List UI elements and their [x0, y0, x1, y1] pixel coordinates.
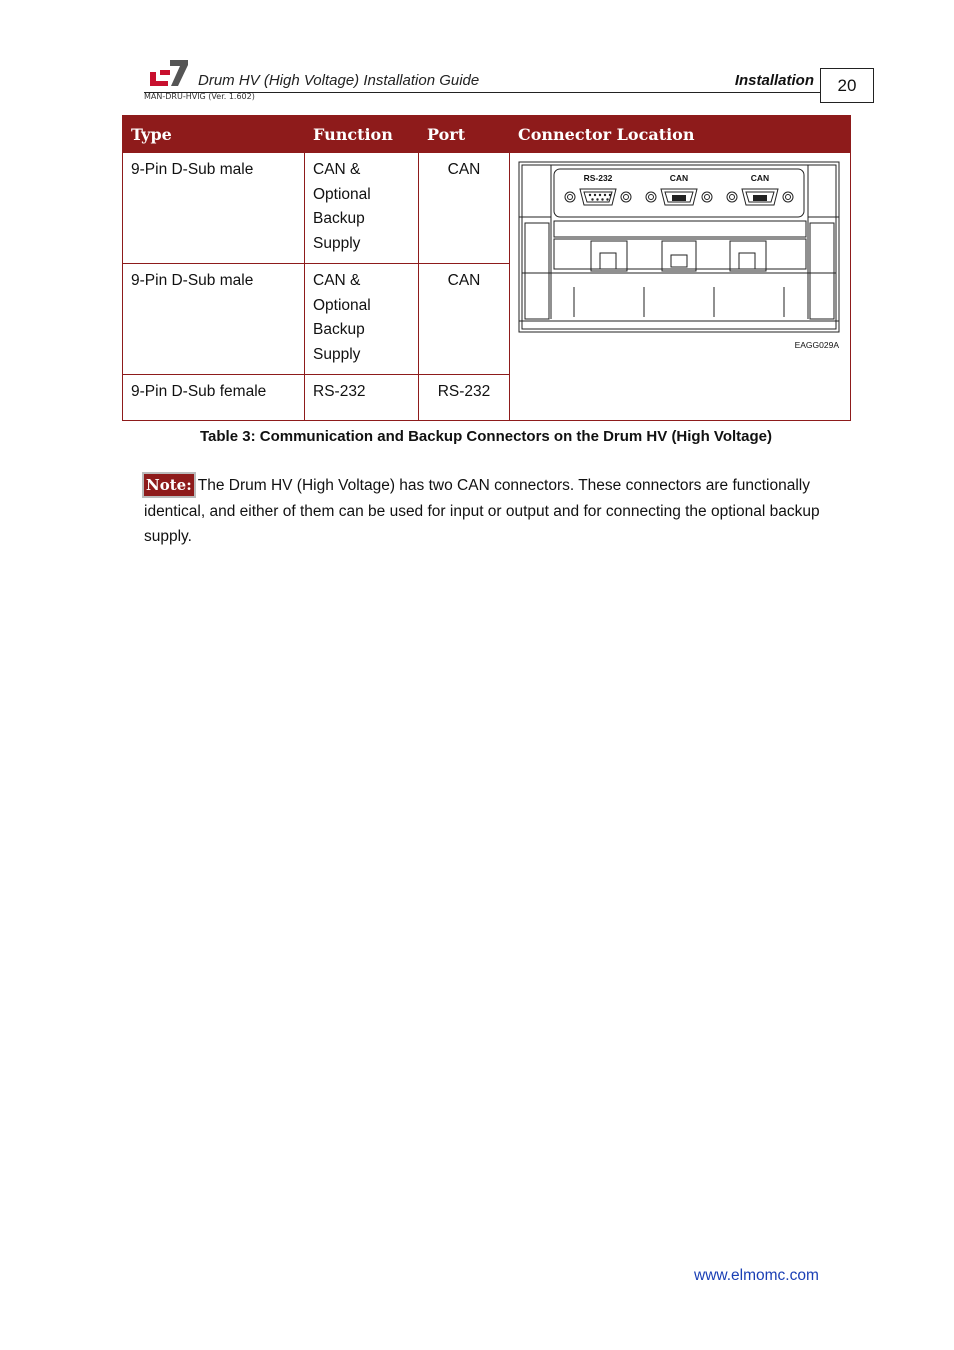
document-code: MAN-DRU-HVIG (Ver. 1.602) [144, 92, 255, 101]
cell-type: 9-Pin D-Sub female [123, 375, 305, 421]
cell-function: RS-232 [305, 375, 419, 421]
cell-port: CAN [419, 264, 510, 375]
cell-function: CAN & Optional Backup Supply [305, 264, 419, 375]
header-port: Port [419, 116, 510, 153]
table-caption: Table 3: Communication and Backup Connectors on the Drum HV (High Voltage) [200, 428, 772, 445]
document-title: Drum HV (High Voltage) Installation Guide [198, 72, 480, 89]
header-connector-location: Connector Location [510, 116, 851, 153]
cell-port: RS-232 [419, 375, 510, 421]
table-header-row [123, 116, 851, 153]
elmo-logo [148, 58, 190, 88]
label-rs232: RS-232 [583, 173, 613, 183]
note-label: Note: [146, 476, 192, 494]
cell-function: CAN & Optional Backup Supply [305, 153, 419, 264]
figure-id: EAGG029A [794, 340, 839, 350]
label-can-2: CAN [750, 173, 770, 183]
section-name: Installation [734, 72, 814, 89]
note-text: The Drum HV (High Voltage) has two CAN connectors. These connectors are functionally identical, and either of them can be used for input or output and for connecting the optional backup supply. [144, 477, 820, 545]
cell-port: CAN [419, 153, 510, 264]
header-rule [144, 92, 820, 93]
cell-type: 9-Pin D-Sub male [123, 264, 305, 375]
label-can-1: CAN [669, 173, 689, 183]
cell-connector-location [510, 153, 851, 421]
table-row [123, 153, 851, 264]
connector-location-drawing [518, 161, 841, 353]
note-paragraph [144, 473, 844, 550]
connector-table [122, 115, 851, 421]
page-number: 20 [820, 68, 874, 103]
header-function: Function [305, 116, 419, 153]
header-type: Type [123, 116, 305, 153]
website-link[interactable]: www.elmomc.com [694, 1267, 819, 1284]
cell-type: 9-Pin D-Sub male [123, 153, 305, 264]
